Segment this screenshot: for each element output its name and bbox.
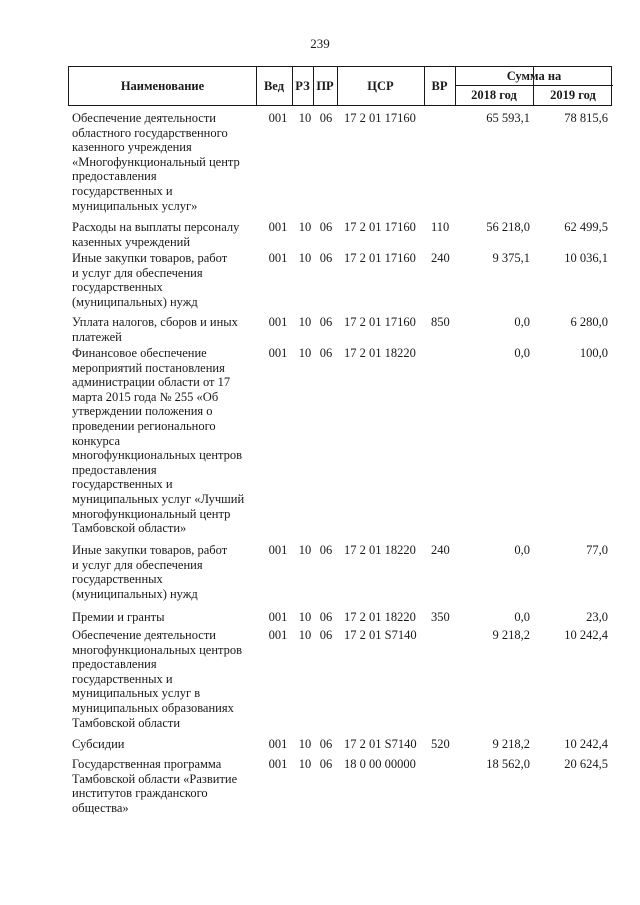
row-vr: 110 — [431, 220, 450, 234]
row-sum-2019: 6 280,0 — [570, 315, 608, 329]
row-ved: 001 — [268, 543, 288, 557]
row-rz: 10 — [298, 111, 312, 125]
row-ved: 001 — [268, 346, 288, 360]
row-rz: 10 — [298, 737, 312, 751]
row-csr: 18 0 00 00000 — [344, 757, 416, 771]
row-sum-2019: 10 242,4 — [564, 628, 608, 642]
page-number: 239 — [310, 36, 330, 51]
row-rz: 10 — [298, 757, 312, 771]
row-csr: 17 2 01 17160 — [344, 251, 416, 265]
row-rz: 10 — [298, 251, 312, 265]
row-pr: 06 — [319, 346, 333, 360]
row-sum-2019: 20 624,5 — [564, 757, 608, 771]
row-name: Премии и гранты — [72, 610, 165, 624]
row-vr: 350 — [431, 610, 450, 624]
row-vr: 240 — [431, 543, 450, 557]
row-csr: 17 2 01 S7140 — [344, 737, 417, 751]
row-sum-2019: 10 036,1 — [564, 251, 608, 265]
row-sum-2018: 0,0 — [514, 543, 530, 557]
row-sum-2018: 0,0 — [514, 346, 530, 360]
row-rz: 10 — [298, 220, 312, 234]
header-ved: Вед — [263, 78, 285, 93]
row-ved: 001 — [268, 757, 288, 771]
row-ved: 001 — [268, 111, 288, 125]
header-name: Наименование — [120, 78, 205, 93]
row-csr: 17 2 01 S7140 — [344, 628, 417, 642]
header-year-2018: 2018 год — [471, 88, 517, 102]
row-vr: 240 — [431, 251, 450, 265]
row-name: Уплата налогов, сборов и иных платежей — [72, 315, 238, 344]
row-csr: 17 2 01 18220 — [344, 543, 416, 557]
row-sum-2018: 9 218,2 — [492, 737, 530, 751]
row-pr: 06 — [319, 251, 333, 265]
row-pr: 06 — [319, 220, 333, 234]
row-ved: 001 — [268, 220, 288, 234]
row-ved: 001 — [268, 315, 288, 329]
row-sum-2018: 0,0 — [514, 610, 530, 624]
row-name: Обеспечение деятельности многофункциональных центров предоставления государственных и муниципальных услуг в муниципальных образованиях Тамбовской области — [72, 628, 243, 730]
header-sum: Сумма на — [506, 68, 562, 83]
row-csr: 17 2 01 18220 — [344, 346, 416, 360]
row-name: Иные закупки товаров, работ и услуг для обеспечения государственных (муниципальных) нужд — [72, 251, 228, 309]
row-name: Обеспечение деятельности областного государственного казенного учреждения «Многофункциональный центр предоставления государственных и муниципальных услуг» — [72, 111, 240, 213]
row-rz: 10 — [298, 610, 312, 624]
row-ved: 001 — [268, 737, 288, 751]
row-name: Иные закупки товаров, работ и услуг для обеспечения государственных (муниципальных) нужд — [72, 543, 228, 601]
row-sum-2018: 0,0 — [514, 315, 530, 329]
row-ved: 001 — [268, 628, 288, 642]
row-vr: 520 — [431, 737, 450, 751]
row-rz: 10 — [298, 628, 312, 642]
row-name: Государственная программа Тамбовской области «Развитие институтов гражданского общества» — [72, 757, 238, 815]
row-rz: 10 — [298, 346, 312, 360]
row-sum-2018: 9 218,2 — [492, 628, 530, 642]
row-pr: 06 — [319, 543, 333, 557]
row-sum-2019: 100,0 — [579, 346, 608, 360]
row-sum-2018: 56 218,0 — [486, 220, 530, 234]
row-sum-2018: 65 593,1 — [486, 111, 530, 125]
header-vr: ВР — [431, 78, 448, 93]
row-sum-2019: 10 242,4 — [564, 737, 608, 751]
row-pr: 06 — [319, 111, 333, 125]
row-pr: 06 — [319, 737, 333, 751]
header-pr: ПР — [316, 78, 334, 93]
row-name: Субсидии — [72, 737, 125, 751]
header-year-2019: 2019 год — [550, 88, 596, 102]
row-csr: 17 2 01 18220 — [344, 610, 416, 624]
row-csr: 17 2 01 17160 — [344, 111, 416, 125]
row-pr: 06 — [319, 628, 333, 642]
row-rz: 10 — [298, 315, 312, 329]
row-pr: 06 — [319, 610, 333, 624]
row-name: Финансовое обеспечение мероприятий постановления администрации области от 17 марта 2015 года № 255 «Об утверждении положения о проведении регионального конкурса многофункциональных центров предоставления государственных и муниципальных услуг «Лучший многофункциональный центр Тамбовской области» — [72, 346, 245, 536]
row-pr: 06 — [319, 315, 333, 329]
row-ved: 001 — [268, 251, 288, 265]
row-ved: 001 — [268, 610, 288, 624]
header-rz: РЗ — [295, 78, 310, 93]
row-sum-2019: 23,0 — [586, 610, 608, 624]
row-name: Расходы на выплаты персоналу казенных учреждений — [72, 220, 240, 249]
row-rz: 10 — [298, 543, 312, 557]
row-csr: 17 2 01 17160 — [344, 220, 416, 234]
table-header — [68, 66, 612, 106]
row-csr: 17 2 01 17160 — [344, 315, 416, 329]
row-sum-2018: 18 562,0 — [486, 757, 530, 771]
header-csr: ЦСР — [367, 78, 394, 93]
row-sum-2018: 9 375,1 — [492, 251, 530, 265]
row-sum-2019: 62 499,5 — [564, 220, 608, 234]
row-sum-2019: 77,0 — [586, 543, 608, 557]
row-sum-2019: 78 815,6 — [564, 111, 608, 125]
row-pr: 06 — [319, 757, 333, 771]
row-vr: 850 — [431, 315, 450, 329]
